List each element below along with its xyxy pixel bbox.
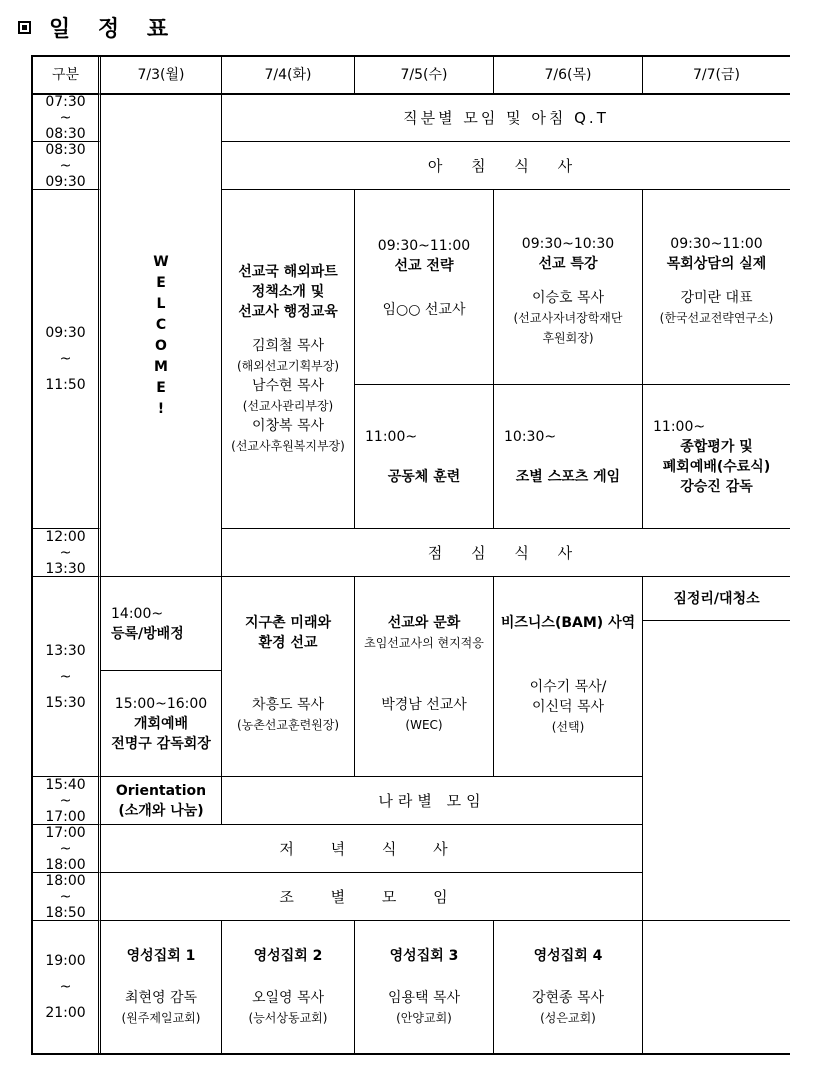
orientation-cell: Orientation (소개와 나눔) (101, 777, 222, 825)
time-slot: 09:30 ~ 11:50 (33, 190, 101, 529)
dinner-cell: 저 녁 식 사 (101, 825, 643, 873)
evening-session-2: 영성집회 2 오일영 목사 (능서상동교회) (222, 921, 355, 1053)
time-slot: 12:00 ~ 13:30 (33, 529, 101, 577)
wed-late-morning-session: 11:00~ 공동체 훈련 (355, 385, 494, 529)
time-slot: 13:30 ~ 15:30 (33, 577, 101, 777)
evening-session-4: 영성집회 4 강현종 목사 (성은교회) (494, 921, 643, 1053)
time-slot: 18:00 ~ 18:50 (33, 873, 101, 921)
header-day-wed: 7/5(수) (355, 57, 494, 94)
qt-cell: 직분별 모임 및 아침 Q.T (222, 94, 790, 142)
title-text: 일 정 표 (49, 16, 179, 42)
square-bullet-icon (18, 21, 31, 34)
header-day-tue: 7/4(화) (222, 57, 355, 94)
schedule-table (31, 55, 790, 1055)
breakfast-cell: 아 침 식 사 (222, 142, 790, 190)
fri-empty-cell (643, 621, 790, 921)
wed-afternoon-session: 선교와 문화 초임선교사의 현지적응 박경남 선교사 (WEC) (355, 577, 494, 777)
time-slot: 08:30 ~ 09:30 (33, 142, 101, 190)
header-category: 구분 (33, 57, 101, 94)
header-day-thu: 7/6(목) (494, 57, 643, 94)
page-title (18, 10, 178, 44)
header-day-fri: 7/7(금) (643, 57, 790, 94)
nation-meeting-cell: 나라별 모임 (222, 777, 643, 825)
fri-cleanup-cell: 짐정리/대청소 (643, 577, 790, 621)
fri-late-morning-session: 11:00~ 종합평가 및 폐회예배(수료식) 강승진 감독 (643, 385, 790, 529)
evening-session-1: 영성집회 1 최현영 감독 (원주제일교회) (101, 921, 222, 1053)
tue-morning-session: 선교국 해외파트 정책소개 및 선교사 행정교육 김희철 목사 (해외선교기획부장) 남수현 목사 (선교사관리부장) 이창복 목사 (선교사후원복지부장) (222, 190, 355, 529)
time-slot: 15:40 ~ 17:00 (33, 777, 101, 825)
group-meeting-cell: 조 별 모 임 (101, 873, 643, 921)
header-day-mon: 7/3(월) (101, 57, 222, 94)
wed-morning-session: 09:30~11:00 선교 전략 임○○ 선교사 (355, 190, 494, 385)
fri-evening-empty (643, 921, 790, 1053)
time-slot: 07:30 ~ 08:30 (33, 94, 101, 142)
welcome-cell: W E L C O M E ! (101, 94, 222, 577)
lunch-cell: 점 심 식 사 (222, 529, 790, 577)
time-slot: 19:00 ~ 21:00 (33, 921, 101, 1053)
tue-afternoon-session: 지구촌 미래와 환경 선교 차흥도 목사 (농촌선교훈련원장) (222, 577, 355, 777)
thu-afternoon-session: 비즈니스(BAM) 사역 이수기 목사/ 이신덕 목사 (선택) (494, 577, 643, 777)
mon-opening-worship: 15:00~16:00 개회예배 전명구 감독회장 (101, 671, 222, 777)
thu-late-morning-session: 10:30~ 조별 스포츠 게임 (494, 385, 643, 529)
mon-afternoon-registration: 14:00~ 등록/방배정 (101, 577, 222, 671)
fri-morning-session: 09:30~11:00 목회상담의 실제 강미란 대표 (한국선교전략연구소) (643, 190, 790, 385)
thu-morning-session: 09:30~10:30 선교 특강 이승호 목사 (선교사자녀장학재단 후원회장) (494, 190, 643, 385)
evening-session-3: 영성집회 3 임용택 목사 (안양교회) (355, 921, 494, 1053)
time-slot: 17:00 ~ 18:00 (33, 825, 101, 873)
